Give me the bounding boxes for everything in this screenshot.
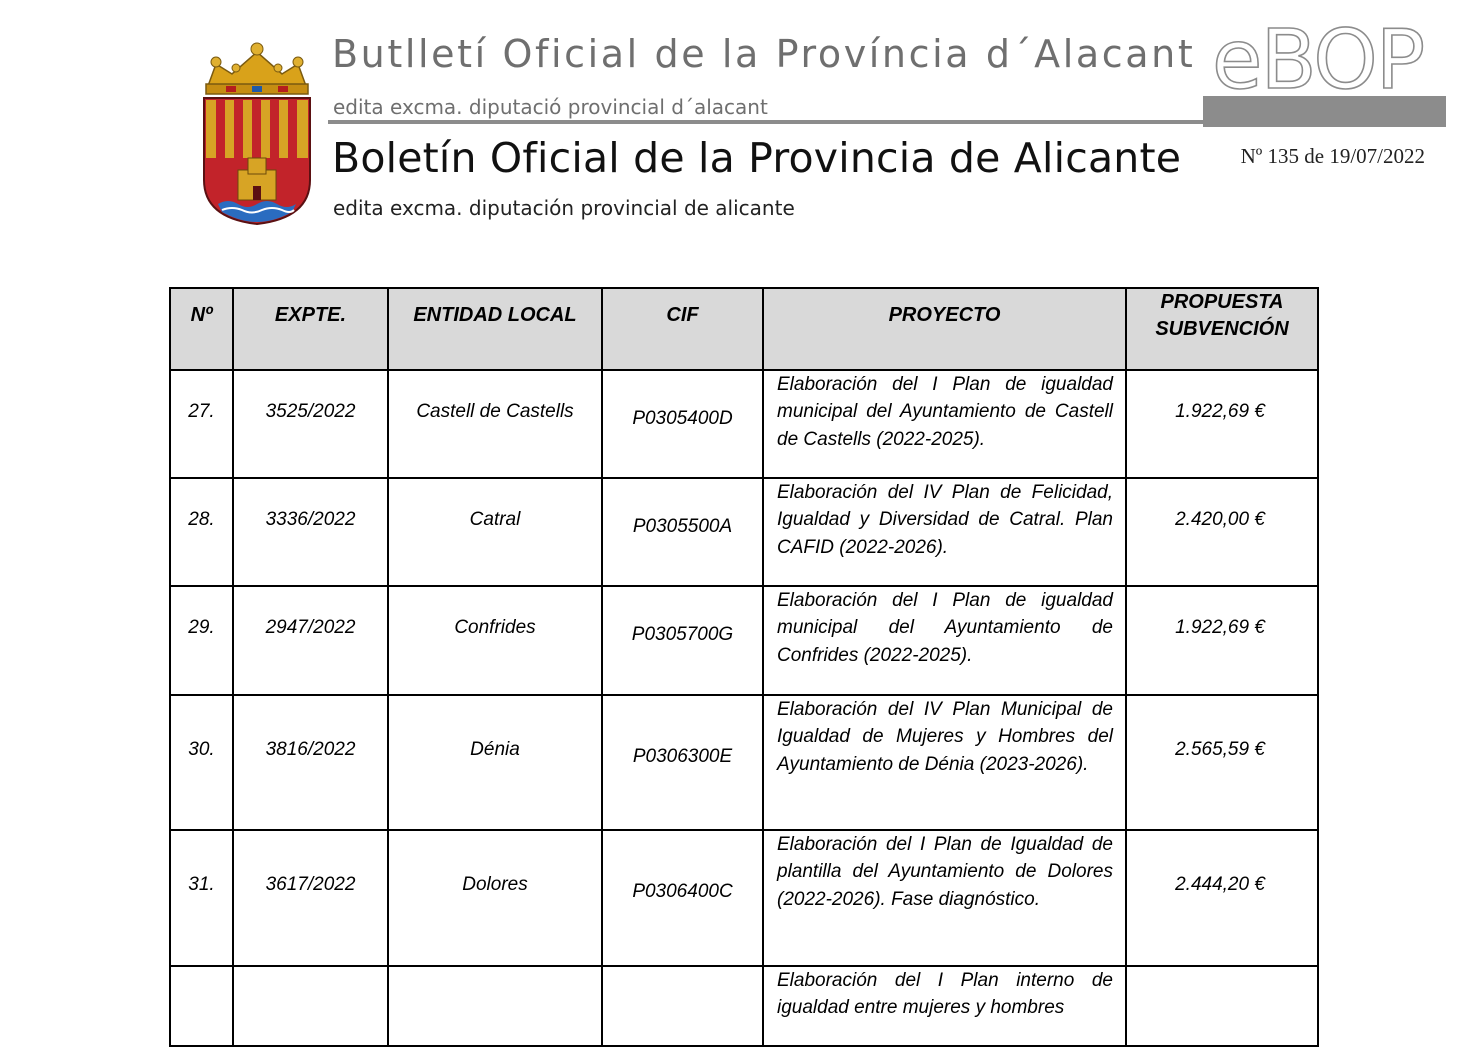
row-entidad: Dénia <box>388 695 602 830</box>
ebop-bar <box>1203 96 1446 127</box>
coat-of-arms-icon <box>196 40 318 226</box>
row-cif: P0306400C <box>602 830 763 966</box>
bulletin-title-valencian: Butlletí Oficial de la Província d´Alacant <box>332 32 1196 76</box>
row-number <box>170 966 233 1046</box>
row-expediente <box>233 966 388 1046</box>
header-rule <box>328 120 1204 124</box>
row-cif: P0305500A <box>602 478 763 586</box>
crown <box>206 43 308 94</box>
row-expediente: 3336/2022 <box>233 478 388 586</box>
row-number: 28. <box>170 478 233 586</box>
row-proyecto: Elaboración del I Plan de igualdad municipal del Ayuntamiento de Castell de Castells (2022-2025). <box>763 370 1126 478</box>
row-proyecto: Elaboración del I Plan de igualdad municipal del Ayuntamiento de Confrides (2022-2025). <box>763 586 1126 695</box>
header-proyecto: PROYECTO <box>763 288 1126 370</box>
row-proyecto: Elaboración del IV Plan de Felicidad, Igualdad y Diversidad de Catral. Plan CAFID (2022-2026). <box>763 478 1126 586</box>
row-expediente: 3816/2022 <box>233 695 388 830</box>
publisher-valencian: edita excma. diputació provincial d´alacant <box>333 95 768 119</box>
row-expediente: 3525/2022 <box>233 370 388 478</box>
row-importe: 2.420,00 € <box>1126 478 1318 586</box>
header-entidad-local: ENTIDAD LOCAL <box>388 288 602 370</box>
header-propuesta-subvencion: PROPUESTA SUBVENCIÓN <box>1126 288 1318 370</box>
row-proyecto: Elaboración del I Plan de Igualdad de plantilla del Ayuntamiento de Dolores (2022-2026). Fase diagnóstico. <box>763 830 1126 966</box>
row-proyecto: Elaboración del IV Plan Municipal de Igualdad de Mujeres y Hombres del Ayuntamiento de Dénia (2023-2026). <box>763 695 1126 830</box>
row-importe <box>1126 966 1318 1046</box>
shield <box>204 98 310 224</box>
table-row <box>170 586 1318 695</box>
row-number: 31. <box>170 830 233 966</box>
publisher-spanish: edita excma. diputación provincial de alicante <box>333 196 795 220</box>
row-number: 27. <box>170 370 233 478</box>
row-importe: 1.922,69 € <box>1126 586 1318 695</box>
row-entidad: Confrides <box>388 586 602 695</box>
ebop-logo-text: eBOP <box>1212 22 1424 98</box>
bulletin-title-spanish: Boletín Oficial de la Provincia de Alicante <box>332 134 1182 182</box>
table-header-row <box>170 288 1318 370</box>
row-entidad: Catral <box>388 478 602 586</box>
header-expediente: EXPTE. <box>233 288 388 370</box>
table-row <box>170 370 1318 478</box>
row-expediente: 2947/2022 <box>233 586 388 695</box>
row-entidad: Castell de Castells <box>388 370 602 478</box>
row-proyecto: Elaboración del I Plan interno de igualdad entre mujeres y hombres <box>763 966 1126 1046</box>
row-importe: 2.444,20 € <box>1126 830 1318 966</box>
row-cif <box>602 966 763 1046</box>
table-row <box>170 695 1318 830</box>
row-cif: P0306300E <box>602 695 763 830</box>
header-num: Nº <box>170 288 233 370</box>
row-expediente: 3617/2022 <box>233 830 388 966</box>
issue-number-date: Nº 135 de 19/07/2022 <box>1240 144 1425 168</box>
row-entidad <box>388 966 602 1046</box>
table-row <box>170 478 1318 586</box>
header-cif: CIF <box>602 288 763 370</box>
grants-table <box>169 287 1319 1047</box>
row-importe: 2.565,59 € <box>1126 695 1318 830</box>
row-importe: 1.922,69 € <box>1126 370 1318 478</box>
row-entidad: Dolores <box>388 830 602 966</box>
row-number: 29. <box>170 586 233 695</box>
table-row <box>170 830 1318 966</box>
row-cif: P0305700G <box>602 586 763 695</box>
table-row <box>170 966 1318 1046</box>
ebop-logo <box>1212 22 1434 98</box>
row-number: 30. <box>170 695 233 830</box>
row-cif: P0305400D <box>602 370 763 478</box>
